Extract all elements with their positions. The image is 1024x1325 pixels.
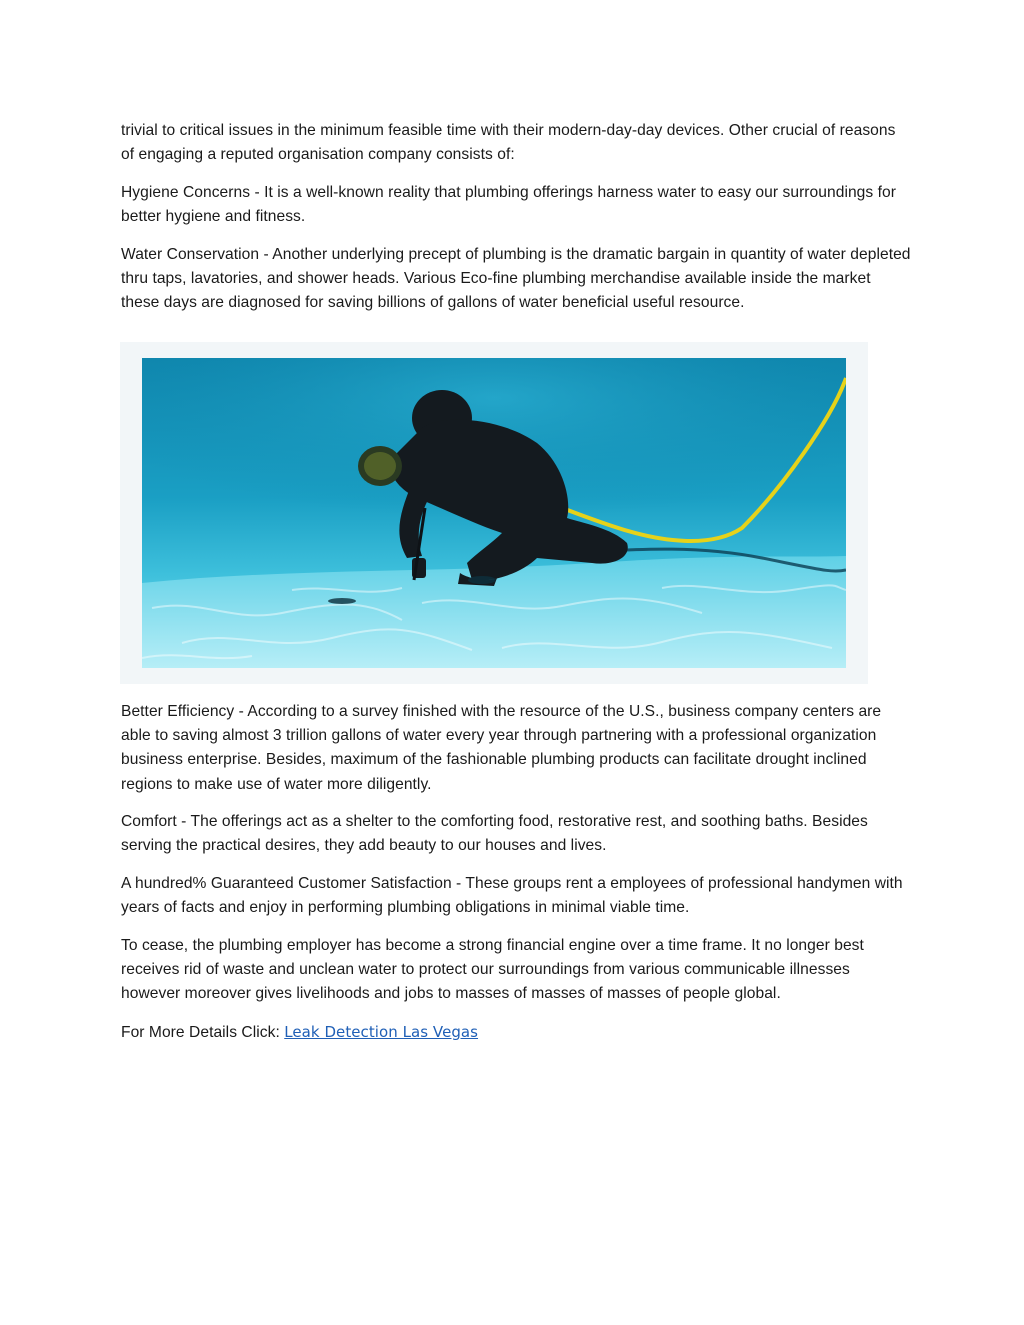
more-details-prefix: For More Details Click: xyxy=(121,1024,285,1041)
paragraph-hygiene: Hygiene Concerns - It is a well-known reality that plumbing offerings harness water to easy our surroundings for better hygiene and fitness. xyxy=(121,184,896,226)
paragraph-satisfaction: A hundred% Guaranteed Customer Satisfaction - These groups rent a employees of professional handymen with years of facts and enjoy in performing plumbing obligations in minimal viable time. xyxy=(121,875,903,917)
paragraph-comfort: Comfort - The offerings act as a shelter to the comforting food, restorative rest, and soothing baths. Besides serving the practical desires, they add beauty to our houses and lives. xyxy=(121,813,868,855)
diver-illustration xyxy=(142,358,846,668)
diver-mask xyxy=(358,446,402,486)
diver-photo xyxy=(142,358,846,668)
paragraph-efficiency: Better Efficiency - According to a survey finished with the resource of the U.S., business company centers are able to saving almost 3 trillion gallons of water every year through partnering with a professional organization business enterprise. Besides, maximum of the fashionable plumbing products can facilitate drought inclined regions to make use of water more diligently. xyxy=(121,703,882,793)
paragraph-water-conservation: Water Conservation - Another underlying precept of plumbing is the dramatic bargain in quantity of water depleted thru taps, lavatories, and shower heads. Various Eco-fine plumbing merchandise available inside the market these days are diagnosed for saving billions of gallons of water beneficial useful resource. xyxy=(121,246,911,312)
paragraph-conclusion: To cease, the plumbing employer has become a strong financial engine over a time frame. It no longer best receives rid of waste and unclean water to protect our surroundings from various communicable illnesses however moreover gives livelihoods and jobs to masses of masses of masses of people global. xyxy=(121,937,864,1003)
paragraph-intro: trivial to critical issues in the minimum feasible time with their modern-day-day devices. Other crucial of reasons of engaging a reputed organisation company consists of: xyxy=(121,122,896,164)
more-details-line xyxy=(121,1020,911,1045)
leak-detection-link[interactable]: Leak Detection Las Vegas xyxy=(284,1023,479,1041)
